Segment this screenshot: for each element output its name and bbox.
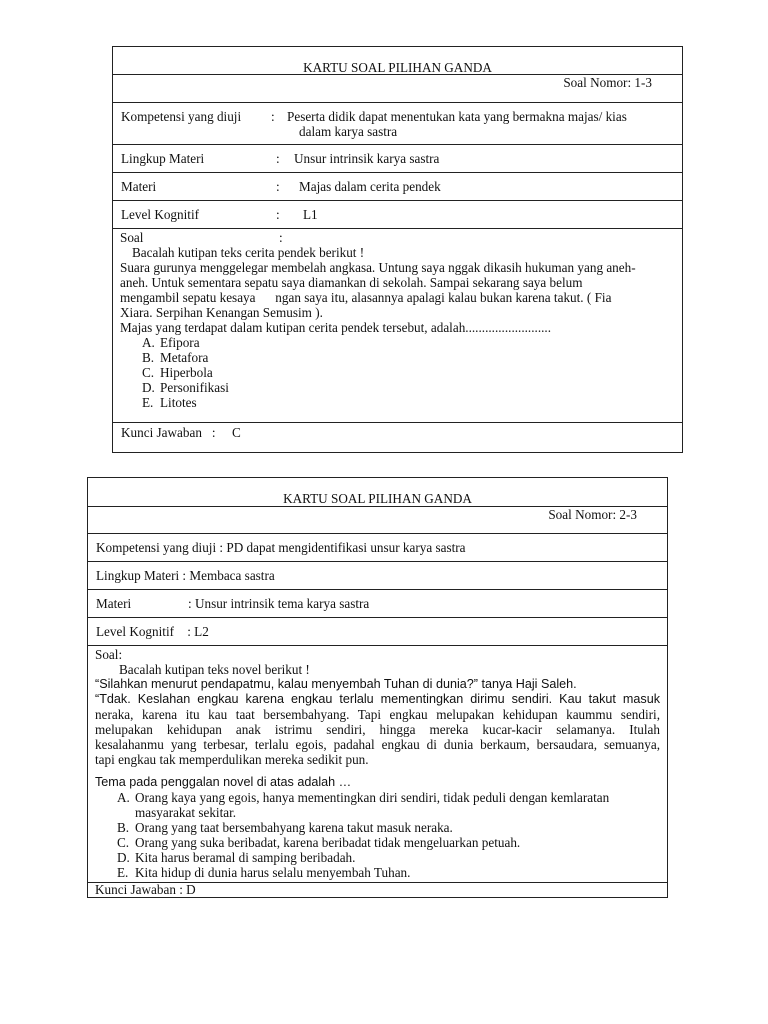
soal-intro: Bacalah kutipan teks cerita pendek berikut !	[132, 245, 365, 260]
option-c: C. Hiperbola	[142, 365, 213, 380]
materi-value: Majas dalam cerita pendek	[299, 179, 441, 194]
kompetensi-row	[88, 534, 667, 562]
option-d: D. Personifikasi	[142, 380, 229, 395]
colon: :	[279, 230, 283, 245]
materi-label: Materi	[96, 596, 132, 611]
lingkup-row	[88, 562, 667, 590]
option-e: E. Litotes	[142, 395, 197, 410]
materi-row	[88, 590, 667, 618]
level-row	[88, 618, 667, 646]
quote-line: neraka, karena itu kau taat bersembahyang. Tapi engkau melupakan kehidupan kaummu sendiri,	[95, 707, 660, 722]
kompetensi-label: Kompetensi yang diuji	[121, 109, 242, 124]
quote-line: tapi engkau tak memperdulikan mereka sedikit pun.	[95, 752, 369, 767]
colon: :	[271, 109, 275, 124]
level-text: Level Kognitif : L2	[96, 624, 209, 639]
quote-line: “Silahkan menurut pendapatmu, kalau menyembah Tuhan di dunia?” tanya Haji Saleh.	[95, 677, 577, 691]
question-text: Majas yang terdapat dalam kutipan cerita pendek tersebut, adalah..........................	[120, 320, 552, 335]
quote-line: “Tdak. Keslahan engkau karena engkau terlalu mementingkan dirimu sendiri. Kau takut masuk	[95, 692, 660, 706]
card-title: KARTU SOAL PILIHAN GANDA	[88, 478, 667, 507]
lingkup-text: Lingkup Materi : Membaca sastra	[96, 568, 275, 583]
soal-label: Soal:	[95, 647, 123, 662]
question-number: Soal Nomor: 1-3	[113, 75, 682, 103]
option-a: A. Efipora	[142, 335, 200, 350]
options-list	[95, 790, 660, 880]
answer-key: Kunci Jawaban : C	[121, 425, 241, 440]
kompetensi-text: Kompetensi yang diuji : PD dapat mengidentifikasi unsur karya sastra	[96, 540, 466, 555]
question-card-2	[87, 477, 668, 898]
soal-intro: Bacalah kutipan teks novel berikut !	[119, 662, 310, 677]
question-text: Tema pada penggalan novel di atas adalah …	[95, 775, 352, 789]
option-a: A. Orang kaya yang egois, hanya mementingkan diri sendiri, tidak peduli dengan kemlaratan masyarakat sekitar.	[117, 790, 610, 820]
materi-row	[113, 173, 682, 201]
kompetensi-value-continued: dalam karya sastra	[299, 124, 398, 139]
kompetensi-row	[113, 103, 682, 145]
lingkup-label: Lingkup Materi	[121, 151, 205, 166]
option-d: D. Kita harus beramal di samping beribadah.	[117, 850, 356, 865]
card-title: KARTU SOAL PILIHAN GANDA	[113, 47, 682, 75]
level-label: Level Kognitif	[121, 207, 200, 222]
soal-text-line: Suara gurunya menggelegar membelah angkasa. Untung saya nggak dikasih hukuman yang aneh-	[120, 260, 636, 275]
option-c: C. Orang yang suka beribadat, karena beribadat tidak mengeluarkan petuah.	[117, 835, 521, 850]
soal-text-line: Xiara. Serpihan Kenangan Semusim ).	[120, 305, 323, 320]
kompetensi-value: Peserta didik dapat menentukan kata yang bermakna majas/ kias	[287, 109, 627, 124]
quote-line: kesalahanmu yang terbesar, terlalu egois, padahal engkau di dunia berkaum, bersaudara, semuanya,	[95, 737, 660, 752]
question-number: Soal Nomor: 2-3	[88, 507, 667, 534]
soal-label: Soal	[120, 230, 144, 245]
level-value: L1	[303, 207, 318, 222]
colon: :	[276, 179, 280, 194]
soal-text-line: mengambil sepatu kesaya ngan saya itu, alasannya apalagi kalau bukan karena takut. ( Fia	[120, 290, 612, 305]
options-list	[120, 335, 675, 410]
materi-label: Materi	[121, 179, 157, 194]
option-e: E. Kita hidup di dunia harus selalu menyembah Tuhan.	[117, 865, 411, 880]
soal-section	[88, 646, 667, 883]
soal-text-line: aneh. Untuk sementara sepatu saya diamankan di sekolah. Sampai sekarang saya belum	[120, 275, 583, 290]
colon: :	[276, 207, 280, 222]
question-card-1	[112, 46, 683, 453]
quote-line: melupakan kehidupan anak istrimu sendiri, hingga mereka kucar-kacir selamanya. Itulah	[95, 722, 660, 737]
soal-section	[113, 229, 682, 423]
materi-value: : Unsur intrinsik tema karya sastra	[188, 596, 370, 611]
level-row	[113, 201, 682, 229]
lingkup-value: Unsur intrinsik karya sastra	[294, 151, 440, 166]
option-b: B. Metafora	[142, 350, 209, 365]
option-b: B. Orang yang taat bersembahyang karena takut masuk neraka.	[117, 820, 453, 835]
colon: :	[276, 151, 280, 166]
lingkup-row	[113, 145, 682, 173]
answer-key: Kunci Jawaban : D	[95, 882, 196, 897]
